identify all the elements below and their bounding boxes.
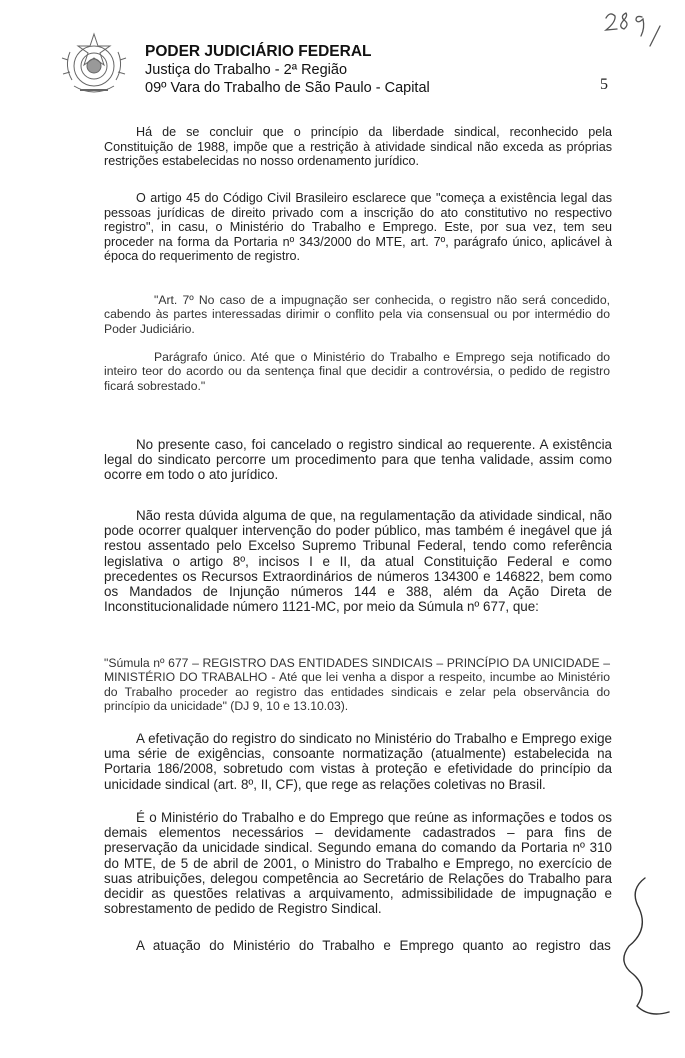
paragraph-2: O artigo 45 do Código Civil Brasileiro esclarece que "começa a existência legal das pessoas jurídicas de direito privado com a inscrição do ato constitutivo no respectivo registro", in casu, o Ministério do Trabalho e Emprego. Este, por sua vez, tem seu proceder na forma da Portaria nº 343/2000 do MTE, art. 7º, parágrafo único, aplicável à época do requerimento de registro.	[104, 191, 612, 264]
document-header	[145, 42, 430, 97]
header-court-unit: 09º Vara do Trabalho de São Paulo - Capital	[145, 80, 430, 96]
paragraph-4: Não resta dúvida alguma de que, na regulamentação da atividade sindical, não pode ocorrer qualquer intervenção do poder público, mas também é inegável que já restou assentado pelo Excelso Supremo Tribunal Federal, tendo como referência legislativa o artigo 8º, incisos I e II, da atual Constituição Federal e como precedentes os Recursos Extraordinários de números 134300 e 146822, bem como os Mandados de Injunção números 144 e 388, além da Ação Direta de Inconstitucionalidade número 1121-MC, por meio da Súmula nº 677, que:	[104, 508, 612, 615]
handwritten-page-number	[598, 6, 678, 50]
handwritten-signature	[615, 872, 675, 1022]
paragraph-6: É o Ministério do Trabalho e do Emprego que reúne as informações e todos os demais elementos necessários – devidamente cadastrados – para fins de preservação da unicidade sindical. Segundo emana do comando da Portaria nº 310 do MTE, de 5 de abril de 2001, o Ministro do Trabalho e Emprego, no exercício de suas atribuições, delegou competência ao Secretário de Relações do Trabalho para decidir as questões relativas a arquivamento, admissibilidade de impugnação e sobrestamento de pedido de Registro Sindical.	[104, 810, 612, 917]
quote-art-7: "Art. 7º No caso de a impugnação ser conhecida, o registro não será concedido, cabendo às partes interessadas dirimir o conflito pela via consensual ou por intermédio do Poder Judiciário.	[104, 293, 610, 336]
paragraph-3: No presente caso, foi cancelado o registro sindical ao requerente. A existência legal do sindicato percorre um procedimento para que tenha validade, assim como ocorre em todo o ato jurídico.	[104, 437, 612, 483]
coat-of-arms-icon	[58, 30, 130, 102]
paragraph-7: A atuação do Ministério do Trabalho e Emprego quanto ao registro das	[136, 938, 611, 953]
quote-paragrafo-unico: Parágrafo único. Até que o Ministério do Trabalho e Emprego seja notificado do inteiro teor do acordo ou da sentença final que decidir a controvérsia, o pedido de registro ficará sobrestado."	[104, 350, 610, 393]
page-number: 5	[600, 76, 608, 93]
quote-sumula-677: "Súmula nº 677 – REGISTRO DAS ENTIDADES SINDICAIS – PRINCÍPIO DA UNICIDADE – MINISTÉRIO DO TRABALHO - Até que lei venha a dispor a respeito, incumbe ao Ministério do Trabalho proceder ao registro das entidades sindicais e zelar pela observância do princípio da unicidade" (DJ 9, 10 e 13.10.03).	[104, 656, 610, 714]
paragraph-1: Há de se concluir que o princípio da liberdade sindical, reconhecido pela Constituição de 1988, impõe que a restrição à atividade sindical não exceda as próprias restrições estabelecidas no nosso ordenamento jurídico.	[104, 125, 612, 169]
paragraph-5: A efetivação do registro do sindicato no Ministério do Trabalho e Emprego exige uma série de exigências, consoante normatização (atualmente) estabelecida na Portaria 186/2008, sobretudo com vistas à proteção e efetividade do princípio da unicidade sindical (art. 8º, II, CF), que rege as relações coletivas no Brasil.	[104, 731, 612, 792]
header-court-name: PODER JUDICIÁRIO FEDERAL	[145, 43, 372, 60]
header-region: Justiça do Trabalho - 2ª Região	[145, 62, 348, 78]
